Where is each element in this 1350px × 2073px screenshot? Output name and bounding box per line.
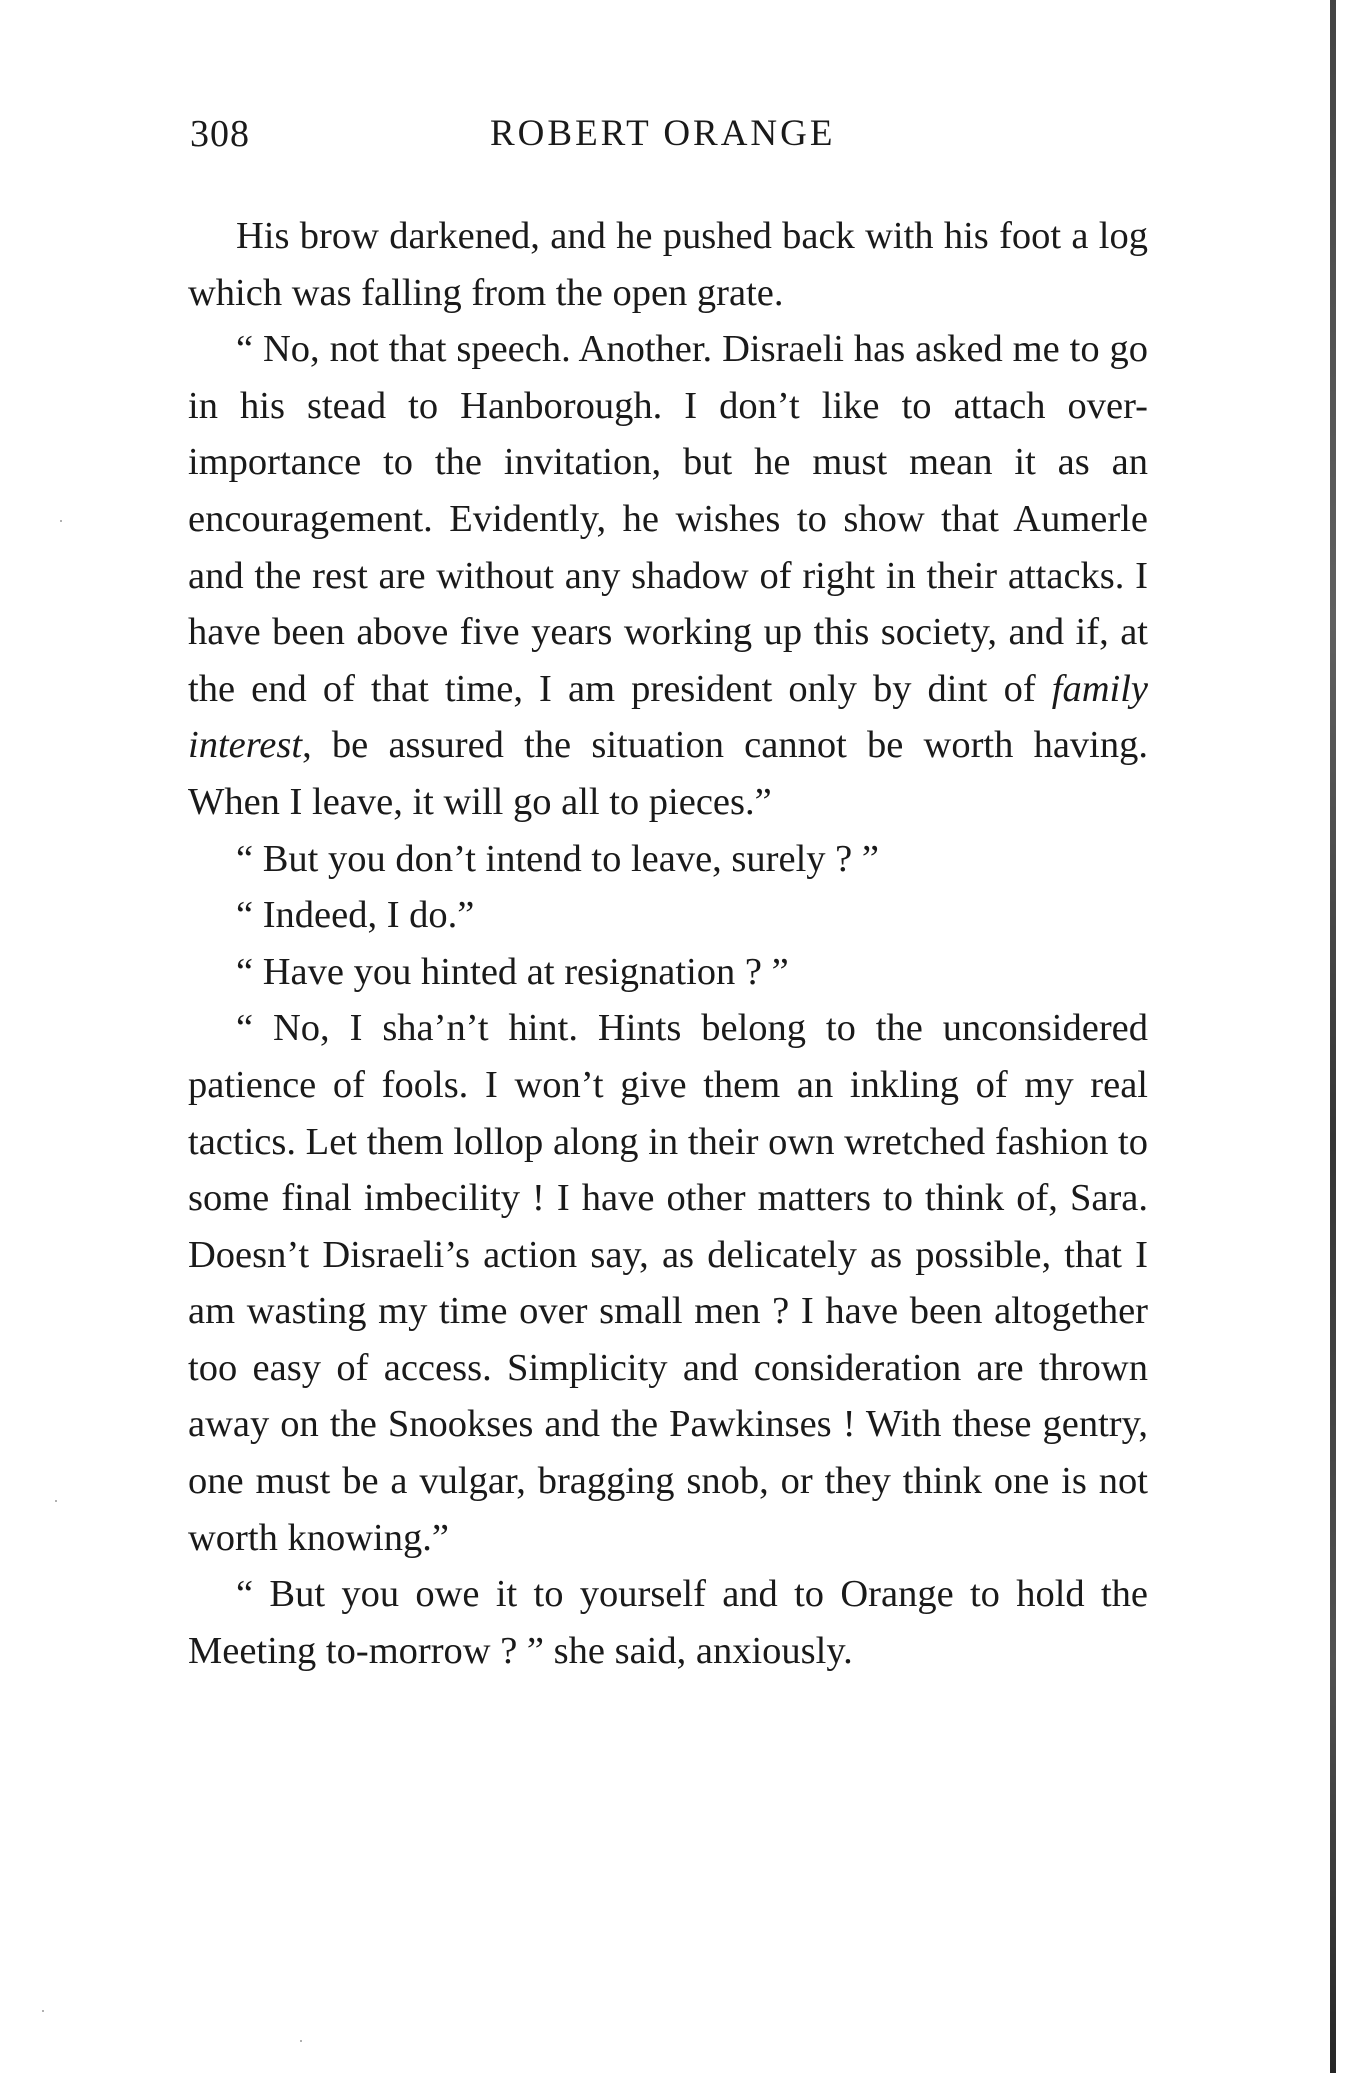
- running-title: ROBERT ORANGE: [490, 113, 836, 154]
- paragraph: “ But you don’t intend to leave, surely ? ”: [236, 837, 879, 880]
- paragraph: His brow darkened, and he pushed back with his foot a log which was falling from the open grate.: [188, 215, 1148, 314]
- paper-speck: [42, 2010, 44, 2012]
- paragraph-text: “ No, not that speech. Another. Disraeli has asked me to go in his stead to Hanborough. I don’t like to attach over-importance to the invitation, but he must mean it as an encouragement. Evidently, he wishes to show that Aumerle and the rest are without any shadow of right in their attacks. I have been above five years working up this society, and if, at the end of that time, I am president only by dint of: [188, 328, 1148, 710]
- paragraph: “ Indeed, I do.”: [236, 894, 475, 937]
- paragraph: [188, 321, 1148, 830]
- paper-speck: [55, 1500, 57, 1502]
- paragraph-text: , be assured the situation cannot be worth having. When I leave, it will go all to pieces.”: [188, 724, 1148, 823]
- page-header: [190, 112, 1160, 172]
- paper-speck: [60, 520, 62, 522]
- paragraph: “ Have you hinted at resignation ? ”: [236, 950, 789, 993]
- paper-speck: [300, 2040, 302, 2042]
- paragraph: “ No, I sha’n’t hint. Hints belong to the unconsidered patience of fools. I won’t give them an inkling of my real tactics. Let them lollop along in their own wretched fashion to some final imbecility ! I have other matters to think of, Sara. Doesn’t Disraeli’s action say, as delicately as possible, that I am wasting my time over small men ? I have been altogether too easy of access. Simplicity and consideration are thrown away on the Snookses and the Pawkinses ! With these gentry, one must be a vulgar, bragging snob, or they think one is not worth knowing.”: [188, 1007, 1148, 1559]
- page-edge-shadow: [1330, 0, 1336, 2073]
- page-number: 308: [190, 113, 250, 155]
- paragraph: “ But you owe it to yourself and to Orange to hold the Meeting to-morrow ? ” she said, anxiously.: [188, 1573, 1148, 1672]
- italic-phrase: family interest: [188, 667, 1148, 767]
- body-text: [188, 208, 1148, 1679]
